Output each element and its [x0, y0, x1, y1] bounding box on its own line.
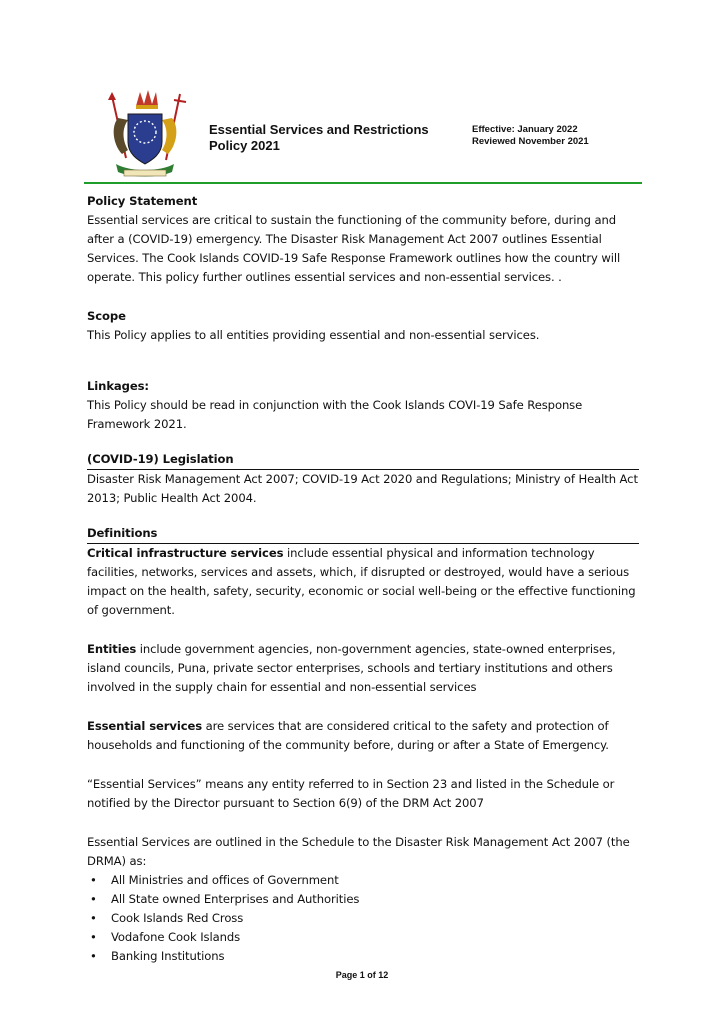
list-item: • Banking Institutions — [87, 947, 639, 966]
list-item: • All State owned Enterprises and Authorities — [87, 890, 639, 909]
entities-term: Entities — [87, 642, 137, 656]
entities-definition — [87, 640, 639, 697]
essential-services-definition — [87, 717, 639, 755]
critical-infrastructure-definition — [87, 544, 639, 620]
entities-text: include government agencies, non-government agencies, state-owned enterprises, island councils, Puna, private sector enterprises, schools and tertiary institutions and others involved in the supply chain for essential and non-essential services — [87, 642, 616, 694]
policy-statement-text: Essential services are critical to sustain the functioning of the community before, during and after a (COVID-19) emergency. The Disaster Risk Management Act 2007 outlines Essential Services. The Cook Islands COVID-19 Safe Response Framework outlines how the country will operate. This policy further outlines essential services and non-essential services. . — [87, 213, 621, 284]
coat-of-arms-icon — [100, 88, 190, 180]
document-title-line-1: Essential Services and Restrictions — [209, 122, 429, 137]
critical-infrastructure-text: include essential physical and information technology facilities, networks, services and assets, which, if disrupted or destroyed, would have a serious impact on the health, safety, security, economic or social well-being or the effective functioning of government. — [87, 546, 636, 617]
document-title — [209, 122, 469, 154]
essential-services-quoted-definition: “Essential Services” means any entity referred to in Section 23 and listed in the Schedule or notified by the Director pursuant to Section 6(9) of the DRM Act 2007 — [87, 777, 615, 810]
document-title-line-2: Policy 2021 — [209, 138, 280, 153]
list-item: • Cook Islands Red Cross — [87, 909, 639, 928]
legislation-heading: (COVID-19) Legislation — [87, 450, 639, 470]
critical-infrastructure-term: Critical infrastructure services — [87, 546, 284, 560]
legislation-text: Disaster Risk Management Act 2007; COVID-19 Act 2020 and Regulations; Ministry of Health Act 2013; Public Health Act 2004. — [87, 472, 638, 505]
header-divider — [84, 182, 642, 184]
schedule-intro: Essential Services are outlined in the Schedule to the Disaster Risk Management Act 2007 (the DRMA) as: — [87, 835, 630, 868]
document-dates — [472, 124, 589, 148]
list-item: • Vodafone Cook Islands — [87, 928, 639, 947]
reviewed-date: Reviewed November 2021 — [472, 136, 589, 147]
scope-heading: Scope — [87, 309, 126, 323]
definitions-heading: Definitions — [87, 524, 639, 544]
essential-services-text: are services that are considered critical to the safety and protection of households and functioning of the community before, during or after a State of Emergency. — [87, 719, 609, 752]
essential-services-term: Essential services — [87, 719, 203, 733]
policy-statement-heading: Policy Statement — [87, 194, 198, 208]
schedule-list — [87, 871, 639, 966]
scope-text: This Policy applies to all entities providing essential and non-essential services. — [87, 328, 540, 342]
page-number: Page 1 of 12 — [335, 970, 389, 980]
effective-date: Effective: January 2022 — [472, 124, 578, 135]
linkages-heading: Linkages: — [87, 379, 149, 393]
list-item: • All Ministries and offices of Government — [87, 871, 639, 890]
document-body — [87, 192, 639, 966]
linkages-text: This Policy should be read in conjunction with the Cook Islands COVI-19 Safe Response Framework 2021. — [87, 398, 583, 431]
